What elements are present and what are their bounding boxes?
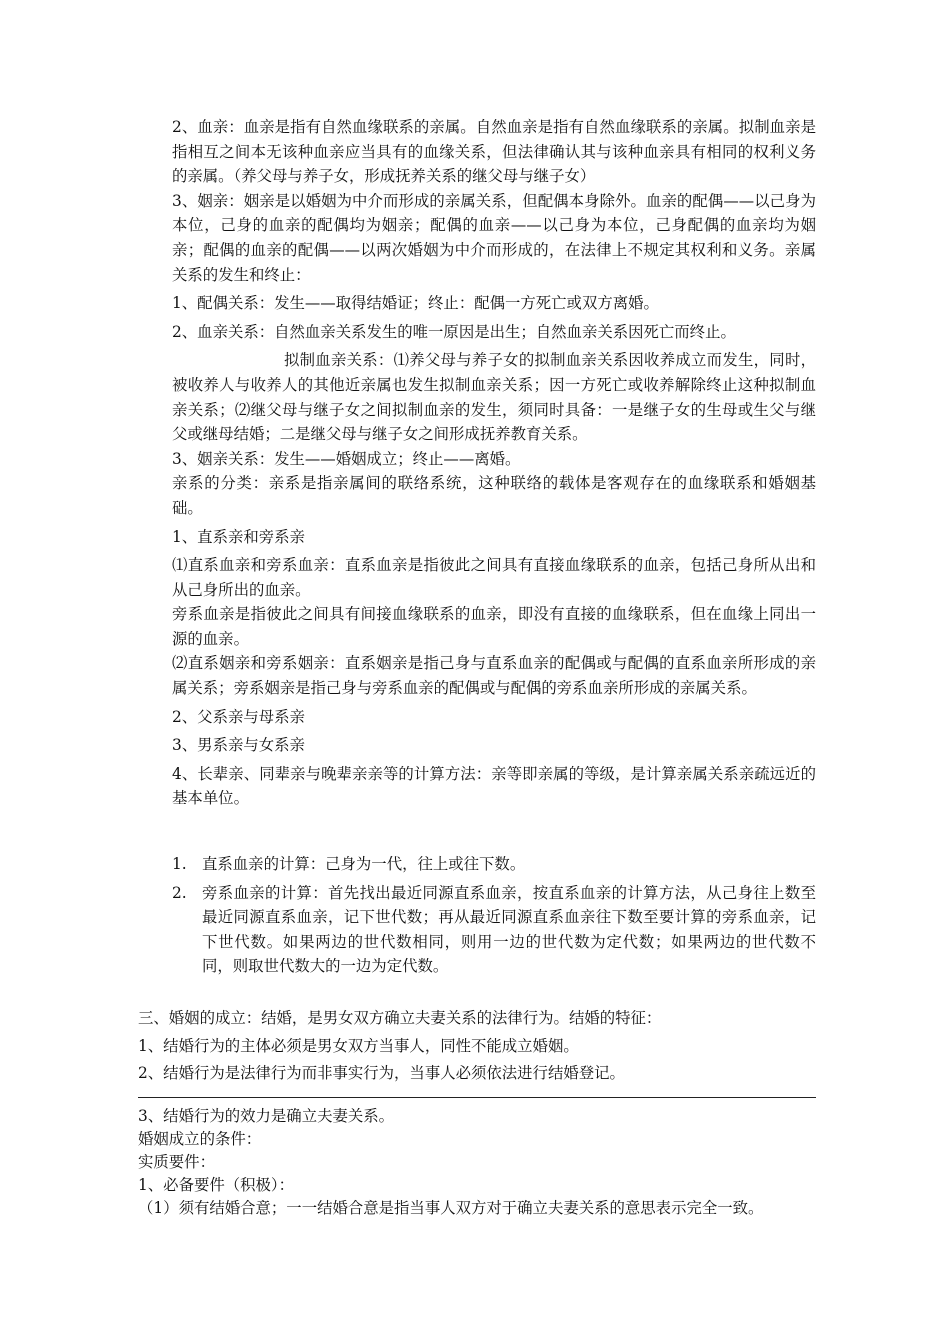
paragraph-lineal-blood: ⑴直系血亲和旁系血亲：直系血亲是指彼此之间具有直接血缘联系的血亲，包括己身所从出和从己身所出的血亲。 — [172, 556, 816, 599]
paragraph-degree-calculation: 4、长辈亲、同辈亲与晚辈亲亲等的计算方法：亲等即亲属的等级，是计算亲属关系亲疏远近的基本单位。 — [172, 764, 816, 808]
paragraph-kinship-classification: 亲系的分类：亲系是指亲属间的联络系统，这种联络的载体是客观存在的血缘联系和婚姻基础。 — [172, 474, 816, 517]
paragraph-marriage-feature-3: 3、结婚行为的效力是确立夫妻关系。 — [138, 1107, 395, 1125]
heading-male-female-line: 3、男系亲与女系亲 — [172, 736, 305, 755]
list-item — [172, 881, 816, 979]
heading-required-elements: 1、必备要件（积极）： — [138, 1176, 294, 1194]
heading-marriage-formation: 三、婚姻的成立：结婚，是男女双方确立夫妻关系的法律行为。结婚的特征： — [138, 1009, 662, 1027]
paragraph-in-laws: 3、姻亲：姻亲是以婚姻为中介而形成的亲属关系，但配偶本身除外。血亲的配偶——以己身为本位，己身的血亲的配偶均为姻亲；配偶的血亲——以己身为本位，己身配偶的血亲均为姻亲；配偶的血亲的配偶——以两次婚姻为中介而形成的，在法律上不规定其权利和义务。亲属关系的发生和终止： — [172, 191, 816, 284]
paragraph-marriage-feature-2: 2、结婚行为是法律行为而非事实行为，当事人必须依法进行结婚登记。 — [138, 1064, 625, 1083]
list-item — [172, 852, 816, 877]
degree-calculation-list — [172, 852, 816, 983]
heading-lineal-collateral: 1、直系亲和旁系亲 — [172, 527, 305, 546]
paragraph-spouse-relation: 1、配偶关系：发生——取得结婚证；终止：配偶一方死亡或双方离婚。 — [172, 294, 659, 313]
list-item-text: 直系血亲的计算：己身为一代，往上或往下数。 — [202, 855, 526, 873]
marriage-conditions-section — [138, 1105, 838, 1220]
paragraph-lineal-affinity: ⑵直系姻亲和旁系姻亲：直系姻亲是指己身与直系血亲的配偶或与配偶的直系血亲所形成的亲属关系；旁系姻亲是指己身与旁系血亲的配偶或与配偶的旁系血亲所形成的亲属关系。 — [172, 654, 816, 698]
paragraph-marriage-feature-1: 1、结婚行为的主体必须是男女双方当事人，同性不能成立婚姻。 — [138, 1036, 579, 1055]
paragraph-in-law-relation: 3、姻亲关系：发生——婚姻成立；终止——离婚。 — [172, 449, 521, 468]
horizontal-divider — [138, 1097, 816, 1098]
paragraph-marriage-consent: （1）须有结婚合意；一一结婚合意是指当事人双方对于确立夫妻关系的意思表示完全一致。 — [138, 1199, 764, 1217]
paragraph-adoptive-relation: 拟制血亲关系：⑴养父母与养子女的拟制血亲关系因收养成立而发生，同时，被收养人与收养人的其他近亲属也发生拟制血亲关系；因一方死亡或收养解除终止这种拟制血亲关系；⑵继父母与继子女之间拟制血亲的发生，须同时具备：一是继子女的生母或生父与继父或继母结婚；二是继父母与继子女之间形成抚养教育关系。 — [172, 351, 816, 444]
heading-marriage-conditions: 婚姻成立的条件： — [138, 1130, 262, 1148]
list-item-text: 旁系血亲的计算：首先找出最近同源直系血亲，按直系血亲的计算方法，从己身往上数至最近同源直系血亲，记下世代数；再从最近同源直系血亲往下数至要计算的旁系血亲，记下世代数。如果两边的世代数相同，则用一边的世代数为定代数；如果两边的世代数不同，则取世代数大的一边为定代数。 — [202, 883, 816, 976]
list-item-number: 1. — [172, 855, 187, 873]
heading-paternal-maternal: 2、父系亲与母系亲 — [172, 707, 305, 726]
kinship-section — [172, 115, 816, 811]
paragraph-collateral-blood: 旁系血亲是指彼此之间具有间接血缘联系的血亲，即没有直接的血缘联系，但在血缘上同出一源的血亲。 — [172, 605, 816, 648]
paragraph-blood-relation: 2、血亲关系：自然血亲关系发生的唯一原因是出生；自然血亲关系因死亡而终止。 — [172, 322, 736, 341]
marriage-section — [138, 1006, 818, 1089]
heading-substantive-requirements: 实质要件： — [138, 1153, 215, 1171]
paragraph-blood-relatives: 2、血亲：血亲是指有自然血缘联系的亲属。自然血亲是指有自然血缘联系的亲属。拟制血亲是指相互之间本无该种血亲应当具有的血缘关系，但法律确认其与该种血亲具有相同的权利义务的亲属。（养父母与养子女，形成抚养关系的继父母与继子女） — [172, 118, 816, 186]
list-item-number: 2. — [172, 883, 187, 902]
